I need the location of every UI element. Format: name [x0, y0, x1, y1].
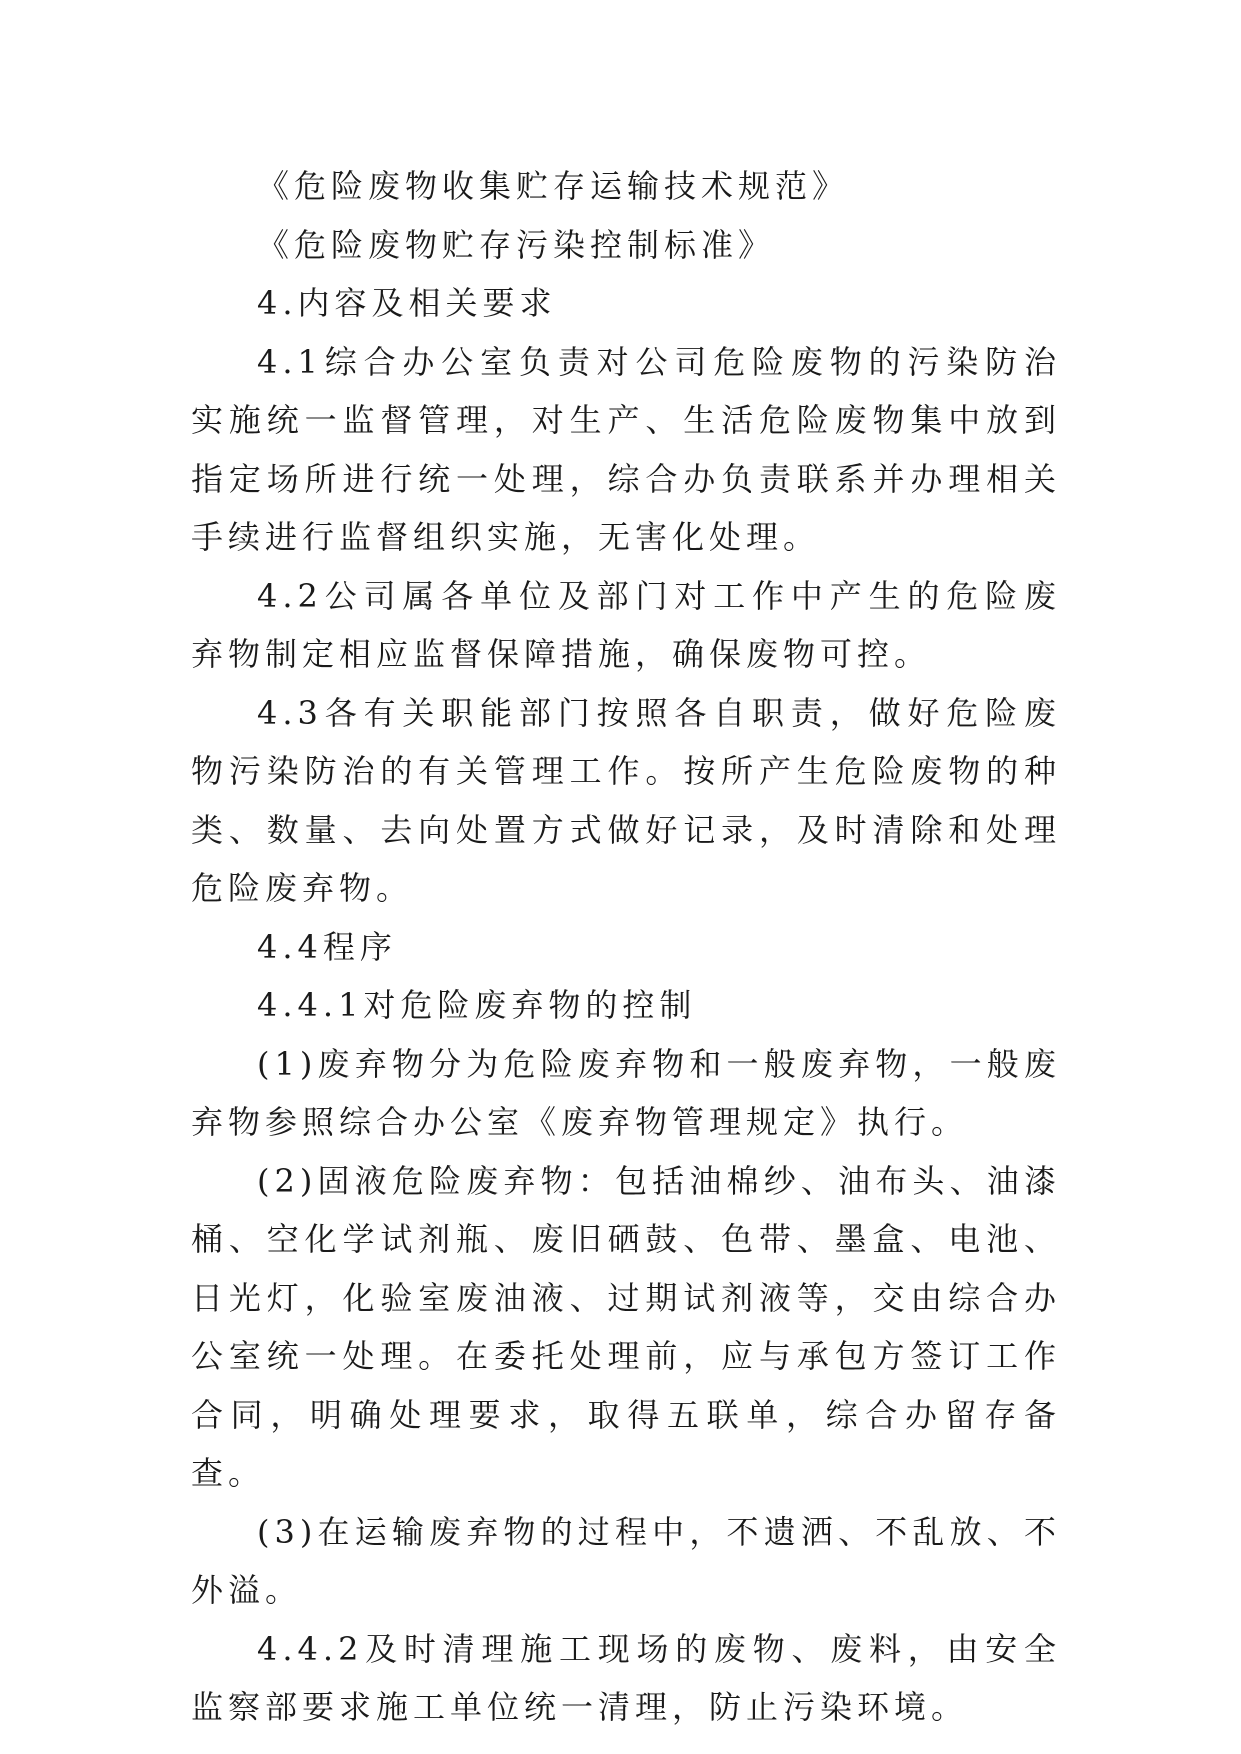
clause-4-4-2: 4.4.2及时清理施工现场的废物、废料，由安全监察部要求施工单位统一清理，防止污染环境。 [191, 1629, 1061, 1726]
clause-4-3: 4.3各有关职能部门按照各自职责，做好危险废物污染防治的有关管理工作。按所产生危险废物的种类、数量、去向处置方式做好记录，及时清除和处理危险废弃物。 [191, 693, 1061, 907]
clause-4-4-1-heading: 4.4.1对危险废弃物的控制 [257, 986, 697, 1024]
reference-standard-storage: 《危险废物贮存污染控制标准》 [257, 225, 776, 264]
section-heading-4: 4.内容及相关要求 [257, 284, 557, 322]
item-1: (1)废弃物分为危险废弃物和一般废弃物，一般废弃物参照综合办公室《废弃物管理规定》执行。 [191, 1044, 1061, 1141]
item-3: (3)在运输废弃物的过程中，不遗洒、不乱放、不外溢。 [191, 1512, 1061, 1609]
clause-4-4-heading: 4.4程序 [257, 927, 397, 966]
clause-4-1: 4.1综合办公室负责对公司危险废物的污染防治实施统一监督管理，对生产、生活危险废物集中放到指定场所进行统一处理，综合办负责联系并办理相关手续进行监督组织实施，无害化处理。 [191, 342, 1061, 556]
document-body [191, 157, 1061, 1737]
item-2: (2)固液危险废弃物：包括油棉纱、油布头、油漆桶、空化学试剂瓶、废旧硒鼓、色带、墨盒、电池、日光灯，化验室废油液、过期试剂液等，交由综合办公室统一处理。在委托处理前，应与承包方签订工作合同，明确处理要求，取得五联单，综合办留存备查。 [191, 1161, 1061, 1492]
reference-standard-collection: 《危险废物收集贮存运输技术规范》 [257, 167, 850, 205]
clause-4-2: 4.2公司属各单位及部门对工作中产生的危险废弃物制定相应监督保障措施，确保废物可控。 [191, 576, 1061, 673]
